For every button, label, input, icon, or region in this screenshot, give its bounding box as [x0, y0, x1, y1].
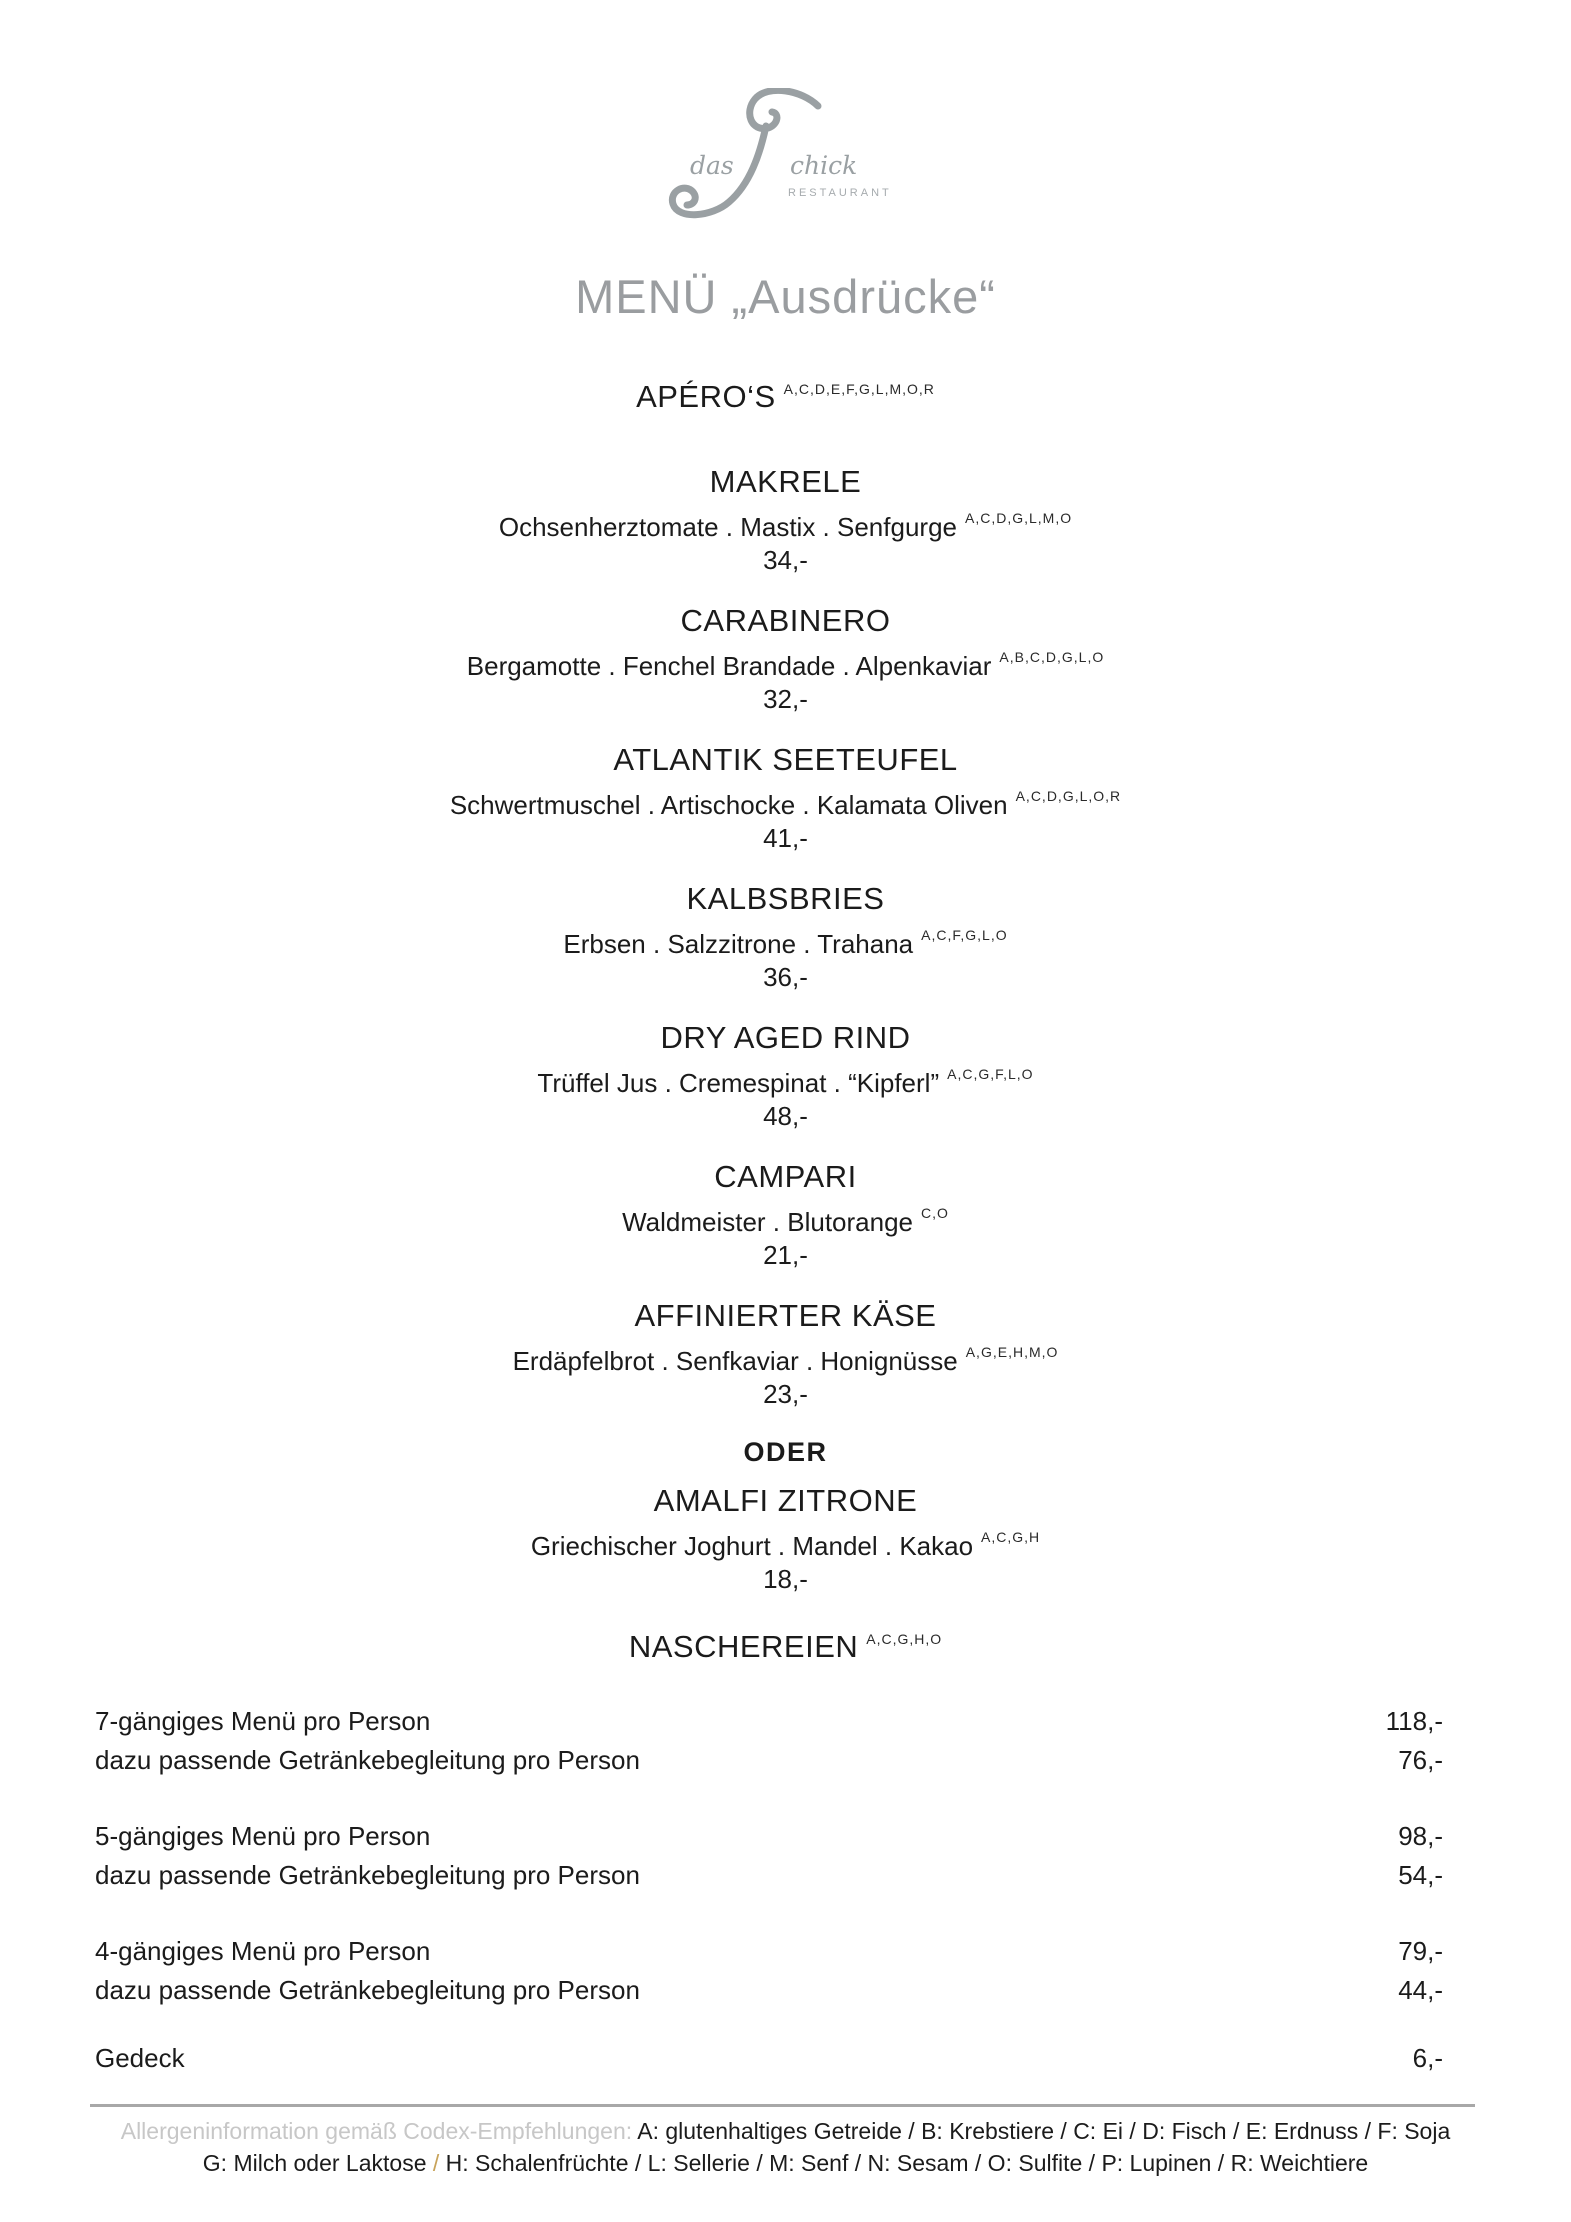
course-price: 34,- — [763, 545, 808, 575]
allergen-info-label: Allergeninformation gemäß Codex-Empfehlungen: — [120, 2118, 633, 2144]
course-price: 36,- — [763, 962, 808, 992]
price-row-price: 6,- — [1412, 2043, 1443, 2073]
das-schick-logo-graphic — [656, 88, 916, 220]
section-aperos-allergens: A,C,D,E,F,G,L,M,O,R — [783, 381, 935, 397]
logo-word-restaurant: RESTAURANT — [787, 187, 892, 199]
price-row-price: 79,- — [1398, 1936, 1443, 1966]
course-description — [0, 1521, 1571, 1563]
allergen-footer — [0, 2115, 1571, 2179]
course-description — [0, 780, 1571, 822]
course-name: AMALFI ZITRONE — [653, 1483, 918, 1518]
price-row-price: 98,- — [1398, 1821, 1443, 1851]
course-dry-aged-rind — [0, 1018, 1571, 1133]
price-row-label: dazu passende Getränkebegleitung pro Person — [95, 1975, 640, 2005]
footer-divider — [90, 2104, 1475, 2107]
price-row-4-gaenge-getraenke — [95, 1971, 1443, 2010]
course-price: 32,- — [763, 684, 808, 714]
logo-word-chick: chick — [789, 151, 857, 180]
course-name: MAKRELE — [709, 464, 862, 499]
price-row-7-gaenge — [95, 1702, 1443, 1741]
course-allergens: A,B,C,D,G,L,O — [999, 649, 1105, 665]
section-naschereien-allergens: A,C,G,H,O — [866, 1631, 943, 1647]
course-ingredients: Erbsen . Salzzitrone . Trahana — [563, 929, 914, 959]
course-description — [0, 502, 1571, 544]
section-heading-aperos — [0, 370, 1571, 416]
course-allergens: A,C,G,H — [981, 1529, 1041, 1545]
price-row-label: 5-gängiges Menü pro Person — [95, 1821, 431, 1851]
allergen-legend-part-1: A: glutenhaltiges Getreide / B: Krebstiere / C: Ei / D: Fisch / E: Erdnuss / F: Soja — [632, 2118, 1451, 2144]
allergen-footer-line-2 — [0, 2147, 1571, 2179]
section-aperos-label: APÉRO‘S — [636, 379, 776, 414]
course-allergens: A,C,G,F,L,O — [947, 1066, 1034, 1082]
course-allergens: C,O — [921, 1205, 949, 1221]
oder-separator: ODER — [743, 1437, 828, 1467]
course-name: DRY AGED RIND — [660, 1020, 911, 1055]
course-price: 48,- — [763, 1101, 808, 1131]
allergen-legend-gold-slash: / — [432, 2150, 440, 2176]
course-price: 23,- — [763, 1379, 808, 1409]
menu-column — [0, 370, 1571, 1666]
course-kalbsbries — [0, 879, 1571, 994]
course-allergens: A,C,F,G,L,O — [921, 927, 1008, 943]
price-row-5-gaenge-getraenke — [95, 1856, 1443, 1895]
course-atlantik-seeteufel — [0, 740, 1571, 855]
course-amalfi-zitrone — [0, 1481, 1571, 1596]
price-row-label: 4-gängiges Menü pro Person — [95, 1936, 431, 1966]
section-naschereien-label: NASCHEREIEN — [628, 1629, 859, 1664]
price-row-7-gaenge-getraenke — [95, 1741, 1443, 1780]
course-ingredients: Trüffel Jus . Cremespinat . “Kipferl” — [537, 1068, 940, 1098]
allergen-legend-part-2a: G: Milch oder Laktose — [202, 2150, 433, 2176]
price-row-5-gaenge — [95, 1817, 1443, 1856]
course-description — [0, 919, 1571, 961]
course-campari — [0, 1157, 1571, 1272]
course-carabinero — [0, 601, 1571, 716]
course-description — [0, 1058, 1571, 1100]
allergen-footer-line-1 — [0, 2115, 1571, 2147]
restaurant-logo — [656, 88, 916, 220]
allergen-legend-part-2b: H: Schalenfrüchte / L: Sellerie / M: Senf / N: Sesam / O: Sulfite / P: Lupinen / R: Weichtiere — [439, 2150, 1369, 2176]
course-name: AFFINIERTER KÄSE — [634, 1298, 937, 1333]
price-row-label: dazu passende Getränkebegleitung pro Person — [95, 1745, 640, 1775]
course-ingredients: Bergamotte . Fenchel Brandade . Alpenkaviar — [466, 651, 992, 681]
course-allergens: A,C,D,G,L,O,R — [1015, 788, 1122, 804]
course-price: 21,- — [763, 1240, 808, 1270]
price-row-price: 118,- — [1385, 1706, 1443, 1736]
course-ingredients: Griechischer Joghurt . Mandel . Kakao — [530, 1531, 974, 1561]
price-row-price: 54,- — [1398, 1860, 1443, 1890]
course-ingredients: Schwertmuschel . Artischocke . Kalamata Oliven — [449, 790, 1008, 820]
section-heading-naschereien — [0, 1620, 1571, 1666]
course-makrele — [0, 462, 1571, 577]
course-name: CAMPARI — [714, 1159, 857, 1194]
course-name: CARABINERO — [680, 603, 891, 638]
price-row-price: 76,- — [1398, 1745, 1443, 1775]
course-name: ATLANTIK SEETEUFEL — [613, 742, 958, 777]
logo-word-das: das — [689, 151, 734, 180]
price-row-label: Gedeck — [95, 2043, 185, 2073]
price-row-gedeck — [95, 2039, 1443, 2078]
course-price: 41,- — [763, 823, 808, 853]
course-ingredients: Ochsenherztomate . Mastix . Senfgurge — [498, 512, 957, 542]
menu-price-list — [0, 1702, 1571, 2078]
course-allergens: A,C,D,G,L,M,O — [965, 510, 1073, 526]
course-ingredients: Erdäpfelbrot . Senfkaviar . Honignüsse — [512, 1346, 958, 1376]
course-allergens: A,G,E,H,M,O — [965, 1344, 1059, 1360]
price-row-label: 7-gängiges Menü pro Person — [95, 1706, 431, 1736]
course-name: KALBSBRIES — [686, 881, 885, 916]
course-description — [0, 641, 1571, 683]
course-description — [0, 1197, 1571, 1239]
price-row-label: dazu passende Getränkebegleitung pro Person — [95, 1860, 640, 1890]
course-ingredients: Waldmeister . Blutorange — [622, 1207, 914, 1237]
logo-s-swash-icon — [749, 90, 817, 128]
price-row-price: 44,- — [1398, 1975, 1443, 2005]
course-affinierter-kaese — [0, 1296, 1571, 1411]
price-row-4-gaenge — [95, 1932, 1443, 1971]
course-description — [0, 1336, 1571, 1378]
menu-title: MENÜ „Ausdrücke“ — [575, 270, 996, 323]
course-price: 18,- — [763, 1564, 808, 1594]
